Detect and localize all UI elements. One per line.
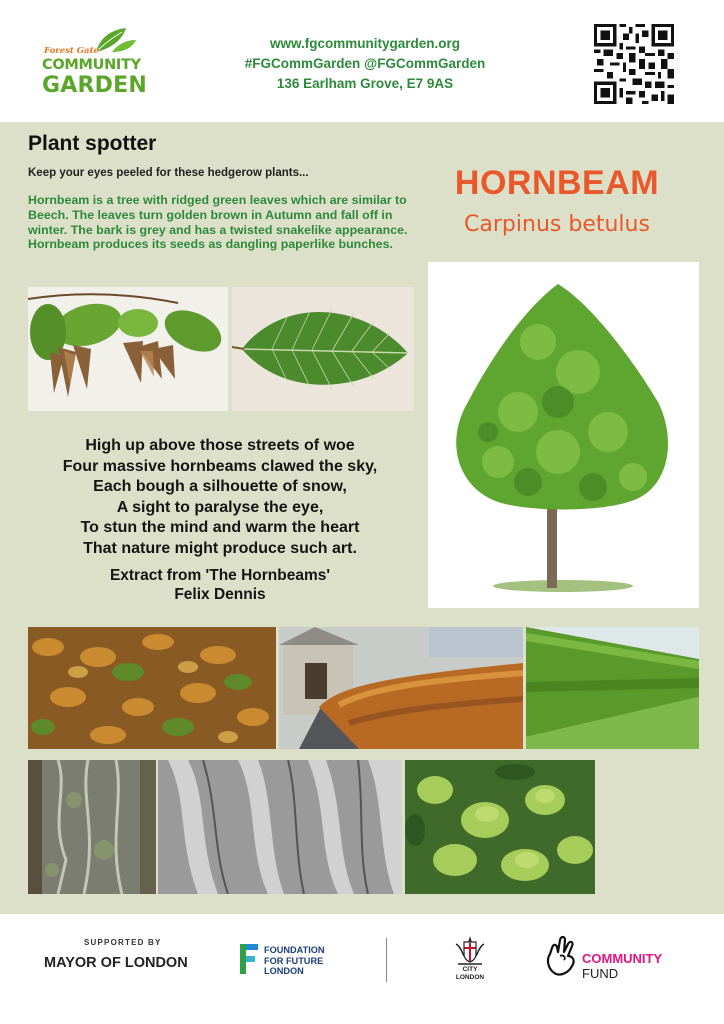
latin-name: Carpinus betulus xyxy=(464,212,650,237)
subtitle: Keep your eyes peeled for these hedgerow plants... xyxy=(28,167,309,179)
seeds-photo xyxy=(28,287,228,411)
supported-by-label: SUPPORTED BY xyxy=(84,938,162,947)
poem-line: High up above those streets of woe xyxy=(85,437,355,454)
contact-block xyxy=(220,34,510,94)
poem-line: Four massive hornbeams clawed the sky, xyxy=(62,457,378,475)
leaf-photo xyxy=(232,287,414,411)
bark-photo xyxy=(28,760,156,894)
poem-credit xyxy=(30,566,410,604)
crossed-fingers-icon xyxy=(542,934,582,978)
fffl-line: FOR FUTURE xyxy=(264,955,324,966)
qr-code-icon[interactable] xyxy=(594,24,674,104)
poem-line: Each bough a silhouette of snow, xyxy=(93,478,347,495)
community-fund-subtitle: FUND xyxy=(582,966,619,981)
city-line: CITY xyxy=(462,966,478,973)
logo-garden-text: GARDEN xyxy=(42,73,147,98)
footer-divider xyxy=(386,938,387,982)
poem-line: To stun the mind and warm the heart xyxy=(80,519,360,536)
city-crest-icon xyxy=(452,934,488,968)
poem-author: Felix Dennis xyxy=(174,586,266,603)
seed-clusters-photo xyxy=(405,760,595,894)
address: 136 Earlham Grove, E7 9AS xyxy=(276,76,454,91)
logo-top-text: Forest Gate xyxy=(44,46,99,56)
green-hedge-photo xyxy=(526,627,699,749)
logo-community-text: COMMUNITY xyxy=(42,57,141,73)
autumn-hedge-photo xyxy=(279,627,523,749)
fffl-line: LONDON xyxy=(264,966,304,976)
foundation-for-future-london-logo xyxy=(264,945,325,977)
poem-source: Extract from 'The Hornbeams' xyxy=(109,567,331,584)
poem xyxy=(30,436,410,559)
website-link[interactable]: www.fgcommunitygarden.org xyxy=(269,36,460,51)
common-name: HORNBEAM xyxy=(454,164,660,202)
autumn-leaves-photo xyxy=(28,627,276,749)
poem-line: That nature might produce such art. xyxy=(83,539,357,557)
bark-closeup-photo xyxy=(158,760,402,894)
mayor-of-london-logo: MAYOR OF LONDON xyxy=(44,955,188,971)
community-fund-title: COMMUNITY xyxy=(582,951,663,966)
city-of-london-logo xyxy=(448,966,492,982)
social-handles: #FGCommGarden @FGCommGarden xyxy=(244,56,486,71)
foundation-logo-icon xyxy=(240,944,260,974)
poem-line: A sight to paralyse the eye, xyxy=(116,498,324,516)
tree-photo xyxy=(428,262,699,608)
community-garden-logo xyxy=(38,24,147,104)
plant-description: Hornbeam is a tree with ridged green leaves which are similar to Beech. The leaves turn golden brown in Autumn and fall off in winter. The bark is grey and has a twisted snakelike appearance. Hornbeam produces its seeds as dangling paperlike bunches. xyxy=(28,193,408,252)
page-title: Plant spotter xyxy=(28,132,157,155)
fffl-line: FOUNDATION xyxy=(264,945,325,955)
city-line: LONDON xyxy=(455,974,485,981)
